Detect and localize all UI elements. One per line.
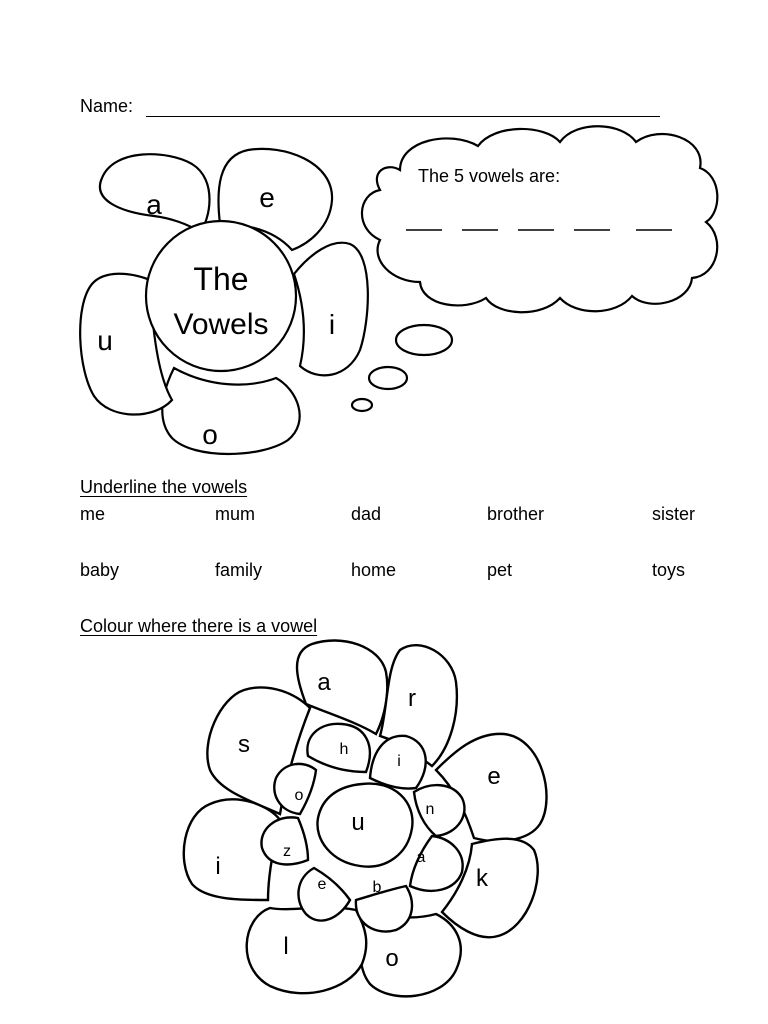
vowel-flower-illustration bbox=[70, 120, 730, 460]
word-baby[interactable]: baby bbox=[80, 560, 120, 580]
outer-letter-e: e bbox=[487, 763, 501, 790]
outer-letter-l: l bbox=[283, 933, 289, 960]
underline-section-title: Underline the vowels bbox=[80, 477, 248, 497]
thought-cloud bbox=[362, 126, 717, 312]
outer-petal-l bbox=[247, 908, 367, 994]
colour-section-title: Colour where there is a vowel bbox=[80, 616, 318, 636]
petal-letter-a: a bbox=[146, 189, 162, 220]
inner-letter-h: h bbox=[339, 741, 349, 758]
outer-letter-r: r bbox=[408, 685, 416, 712]
outer-letter-k: k bbox=[476, 865, 488, 892]
word-sister[interactable]: sister bbox=[652, 504, 696, 524]
name-label: Name: bbox=[80, 96, 134, 116]
petal-letter-o: o bbox=[202, 419, 218, 450]
word-mum[interactable]: mum bbox=[215, 504, 255, 524]
petal-letter-e: e bbox=[259, 182, 275, 213]
petal-letter-i: i bbox=[328, 309, 336, 340]
word-toys[interactable]: toys bbox=[652, 560, 686, 580]
inner-petal-b bbox=[356, 886, 412, 932]
inner-letter-z: z bbox=[283, 843, 291, 860]
word-brother[interactable]: brother bbox=[487, 504, 545, 524]
outer-letter-s: s bbox=[238, 731, 250, 758]
inner-letter-b: b bbox=[372, 879, 382, 896]
inner-letter-n: n bbox=[425, 801, 435, 818]
outer-letter-o: o bbox=[385, 945, 399, 972]
word-family[interactable]: family bbox=[215, 560, 263, 580]
outer-letter-a: a bbox=[317, 669, 331, 696]
colour-flower-illustration bbox=[180, 638, 560, 1008]
inner-petal-n bbox=[414, 785, 464, 836]
cloud-text: The 5 vowels are: bbox=[418, 166, 561, 186]
inner-letter-o: o bbox=[294, 787, 304, 804]
outer-letter-i: i bbox=[215, 853, 221, 880]
inner-letter-i: i bbox=[397, 753, 401, 770]
word-dad[interactable]: dad bbox=[351, 504, 382, 524]
center-bud bbox=[317, 784, 412, 867]
word-me[interactable]: me bbox=[80, 504, 106, 524]
word-home[interactable]: home bbox=[351, 560, 397, 580]
outer-petal-a bbox=[297, 640, 387, 734]
flower-title-line1: The bbox=[193, 261, 249, 297]
inner-letter-e: e bbox=[317, 876, 327, 893]
center-letter-u: u bbox=[351, 809, 365, 836]
name-field[interactable] bbox=[146, 116, 660, 117]
petal-o bbox=[162, 368, 299, 454]
petal-letter-u: u bbox=[97, 325, 113, 356]
flower-title-line2: Vowels bbox=[173, 308, 269, 341]
word-pet[interactable]: pet bbox=[487, 560, 513, 580]
inner-letter-a: a bbox=[416, 849, 426, 866]
